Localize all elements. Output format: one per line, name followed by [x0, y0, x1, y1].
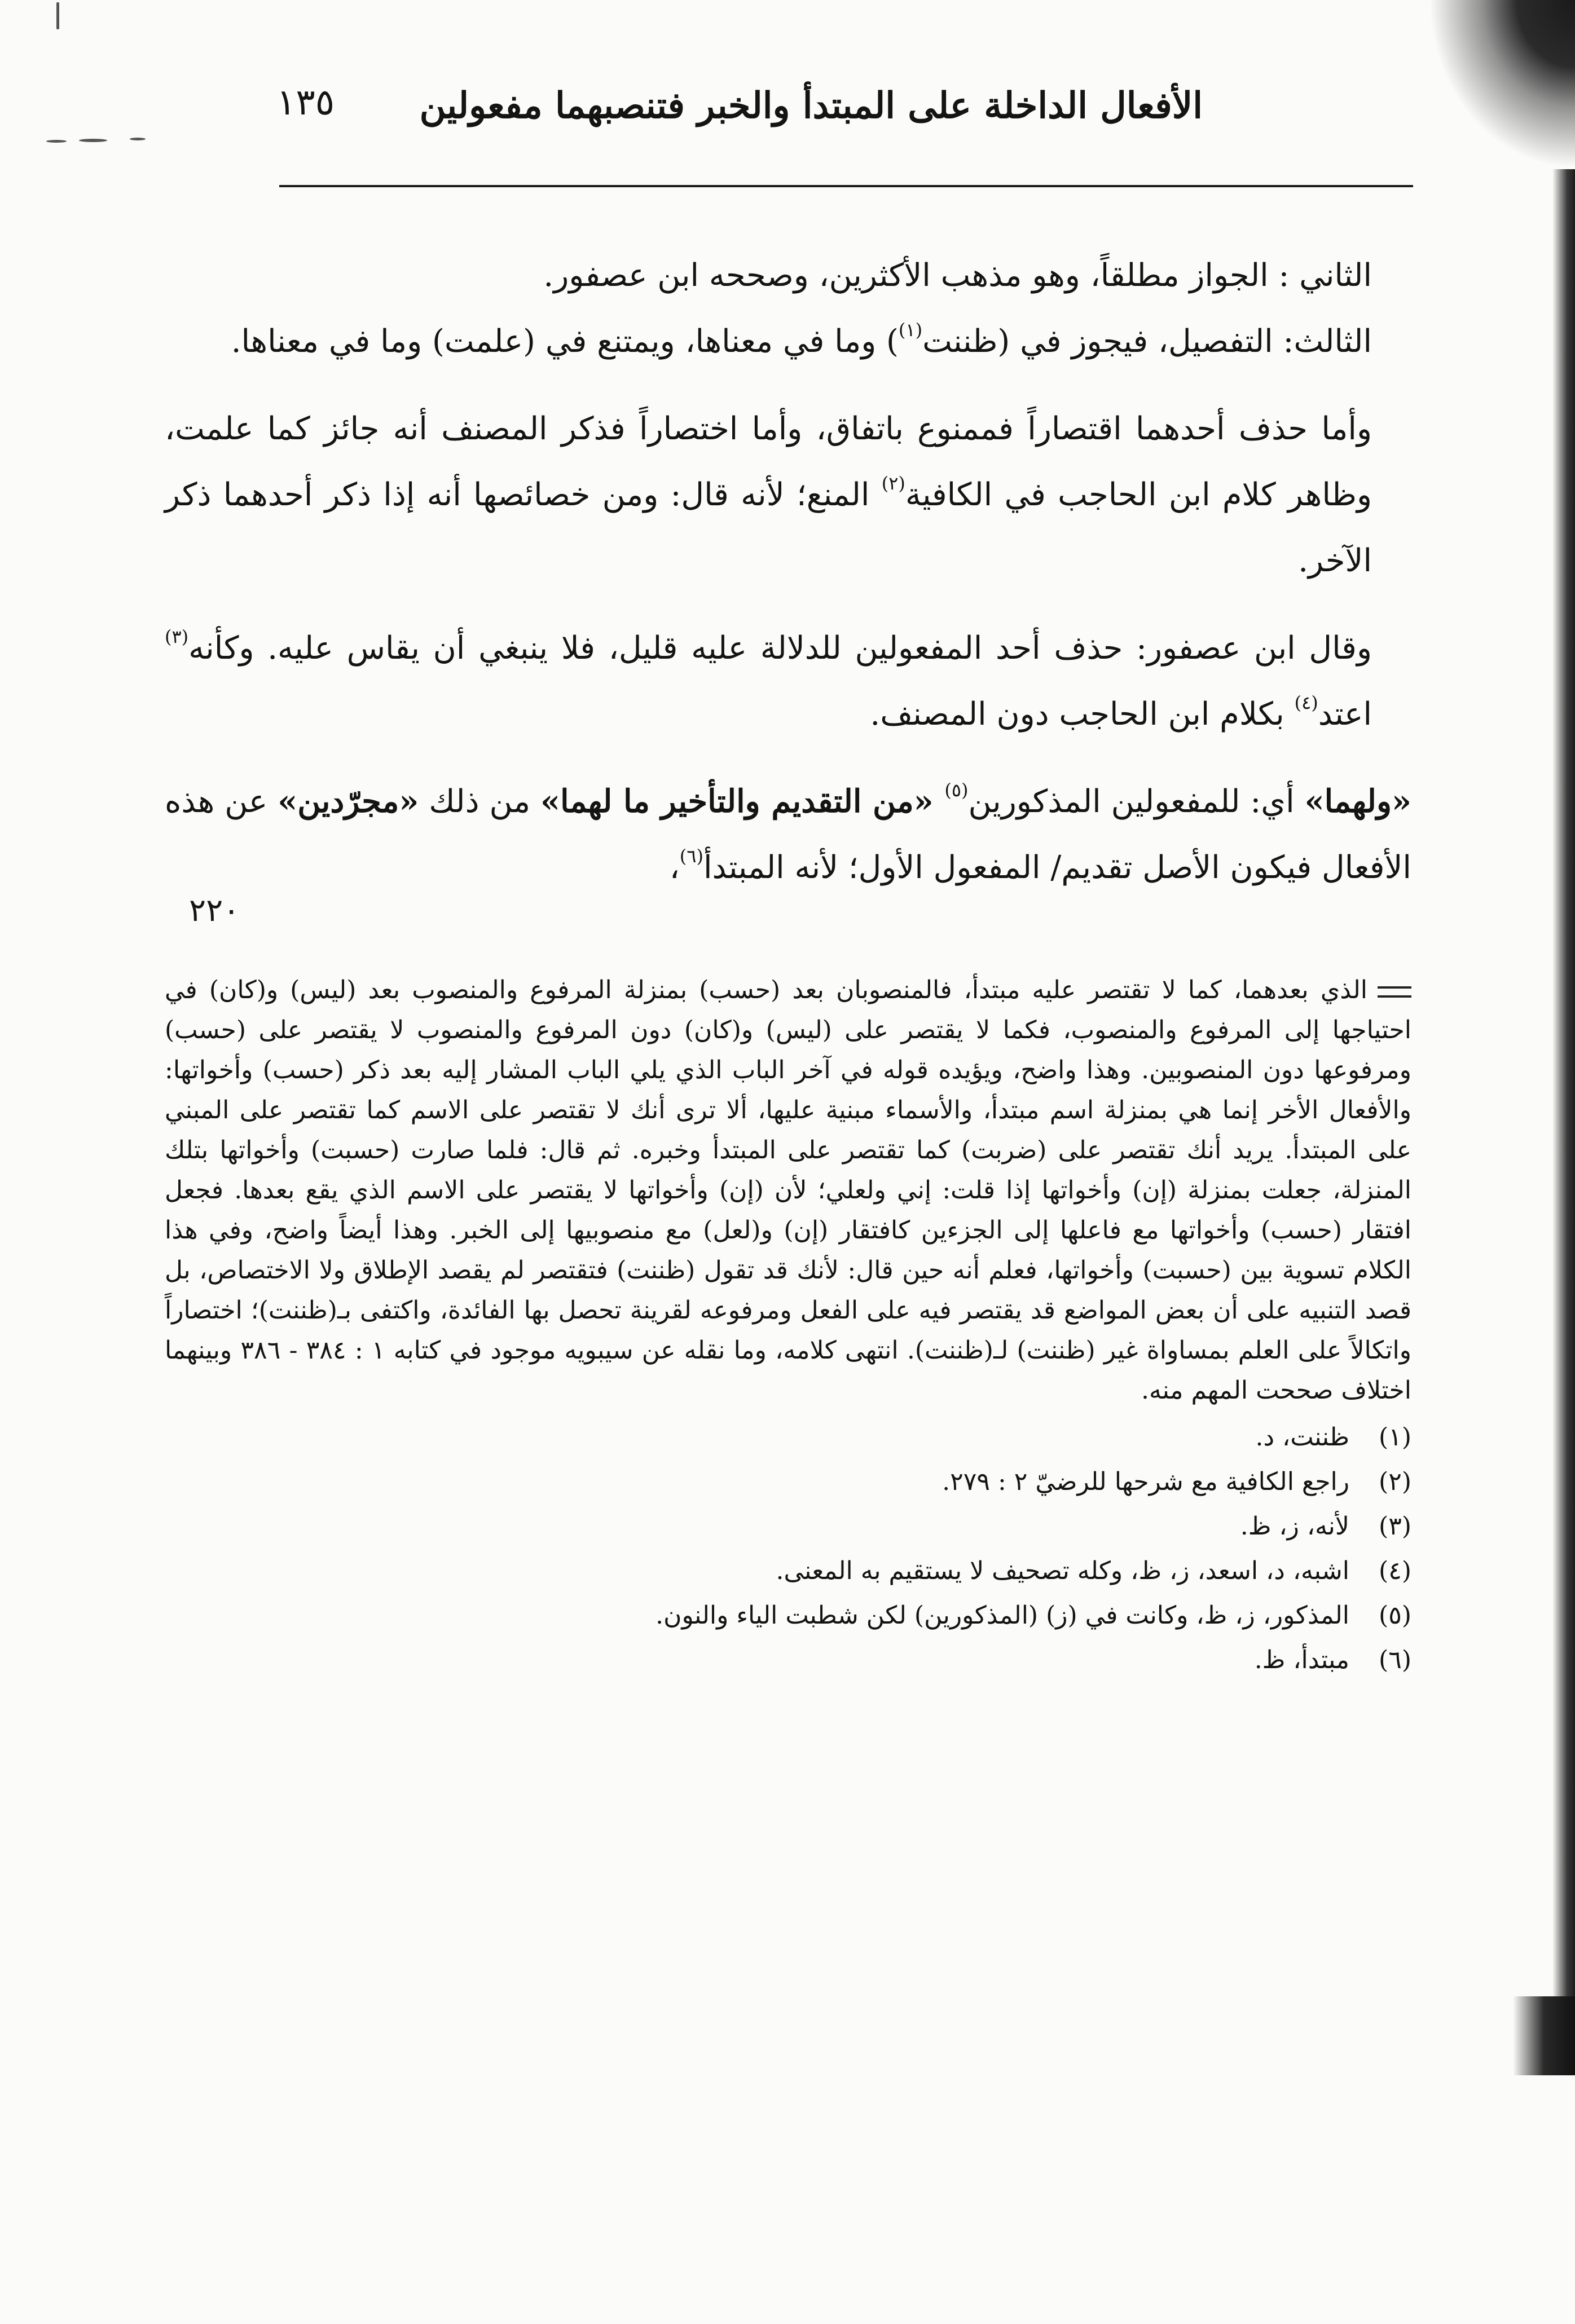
- footnote-continuation-text: الذي بعدهما، كما لا تقتصر عليه مبتدأ، فالمنصوبان بعد (حسب) بمنزلة المرفوع والمنصوب بعد (ليس) و(كان) في احتياجها إلى المرفوع والمنصوب، فكما لا يقتصر على (ليس) و(كان) دون المرفوع والمنصوب لا يقتصر على (حسب) ومرفوعها دون المنصوبين. وهذا واضح، ويؤيده قوله في آخر الباب الذي يلي الباب المشار إليه بعد ذكر (حسب) وأخواتها: والأفعال الأخر إنما هي بمنزلة اسم مبتدأ، والأسماء مبنية عليها، ألا ترى أنك لا تقتصر على الاسم كما تقتصر على المبني على المبتدأ. يريد أنك تقتصر على (ضربت) كما تقتصر على المبتدأ وخبره. ثم قال: فلما صارت (حسبت) وأخواتها بتلك المنزلة، جعلت بمنزلة (إن) وأخواتها إذا قلت: إني ولعلي؛ لأن (إن) وأخواتها لا يقتصر على الاسم الذي يقع بعدها. فجعل افتقار (حسب) وأخواتها مع فاعلها إلى الجزءين كافتقار (إن) و(لعل) مع منصوبيها إلى الخبر. وهذا أيضاً واضح، وفي هذا الكلام تسوية بين (حسبت) وأخواتها، فعلم أنه حين قال: لأنك قد تقول (ظننت) فتقتصر لم يقصد الإطلاق ولا الاختصاص، بل قصد التنبيه على أن بعض المواضع قد يقتصر فيه على الفعل ومرفوعه لقرينة تحصل بها الفائدة، واكتفى بـ(ظننت)؛ اختصاراً واتكالاً على العلم بمساواة غير (ظننت) لـ(ظننت). انتهى كلامه، وما نقله عن سيبويه موجود في كتابه ١ : ٣٨٤ - ٣٨٦ وبينهما اختلاف صححت المهم منه.: [165, 976, 1412, 1405]
- scan-speck: [79, 139, 107, 142]
- scanner-shadow-corner: [1428, 0, 1575, 169]
- footnote-item: [165, 1504, 1411, 1549]
- footnote-item: [165, 1549, 1411, 1593]
- footnote-number: (١): [1379, 1423, 1411, 1452]
- paragraph-text: عن هذه الأفعال فيكون الأصل تقديم/ المفعول الأول؛ لأنه المبتدأ: [165, 783, 1411, 886]
- scanner-shadow-edge: [1552, 169, 1575, 2030]
- paragraph-matn-commentary: [165, 769, 1411, 901]
- footnote-ref[interactable]: (٢): [881, 473, 905, 494]
- matn-quote: «ولهما»: [1304, 783, 1411, 820]
- footnote-number: (٦): [1379, 1646, 1411, 1674]
- paragraph-ibn-usfur: [165, 615, 1411, 747]
- footnote-text: لأنه، ز، ظ.: [1240, 1512, 1349, 1541]
- footnote-number: (٥): [1379, 1601, 1411, 1630]
- footnote-ref[interactable]: (٣): [165, 626, 189, 647]
- matn-quote: «مجرّدين»: [278, 783, 419, 820]
- footnote-list: [165, 1415, 1411, 1682]
- footnote-item: [165, 1459, 1411, 1504]
- paragraph-text: الثاني : الجواز مطلقاً، وهو مذهب الأكثرين، وصححه ابن عصفور.: [543, 257, 1372, 294]
- footnote-text: ظننت، د.: [1255, 1423, 1349, 1452]
- scanner-shadow-edge-bottom: [1513, 1996, 1575, 2075]
- header-rule: [279, 185, 1413, 187]
- paragraph-third-view: [165, 308, 1411, 374]
- footnote-number: (٣): [1379, 1512, 1411, 1541]
- footnote-ref[interactable]: (٦): [679, 845, 703, 867]
- footnote-number: (٤): [1379, 1556, 1411, 1585]
- continuation-mark: [1378, 986, 1411, 998]
- footnote-continuation: [165, 970, 1411, 1410]
- footnote-number: (٢): [1379, 1467, 1411, 1496]
- paragraph-deletion: [165, 396, 1411, 594]
- footnote-text: راجع الكافية مع شرحها للرضيّ ٢ : ٢٧٩.: [942, 1467, 1349, 1496]
- footnote-text: اشبه، د، اسعد، ز، ظ، وكله تصحيف لا يستقيم به المعنى.: [776, 1556, 1349, 1585]
- paragraph-text: من ذلك: [419, 783, 541, 820]
- footnote-ref[interactable]: (٤): [1294, 692, 1318, 713]
- matn-quote: «من التقديم والتأخير ما لهما»: [540, 783, 945, 820]
- footnote-ref[interactable]: (١): [898, 319, 923, 341]
- paragraph-text: الثالث: التفصيل، فيجوز في (ظننت: [922, 323, 1372, 360]
- margin-page-reference: ٢٢٠: [189, 892, 240, 929]
- paragraph-text: ) وما في معناها، ويمتنع في (علمت) وما في معناها.: [231, 323, 899, 360]
- footnotes-section: [165, 970, 1411, 1682]
- paragraph-text: وأما حذف أحدهما اقتصاراً فممنوع باتفاق، وأما اختصاراً فذكر المصنف أنه جائز كما علمت، وظاهر كلام ابن الحاجب في الكافية: [165, 411, 1372, 513]
- footnote-text: مبتدأ، ظ.: [1254, 1646, 1349, 1674]
- paragraph-text: ،: [669, 849, 680, 886]
- footnote-ref[interactable]: (٥): [944, 779, 969, 801]
- paragraph-text: أي: للمفعولين المذكورين: [968, 783, 1305, 820]
- paragraph-text: المنع؛ لأنه قال: ومن خصائصها أنه إذا ذكر أحدهما ذكر الآخر.: [165, 477, 1372, 579]
- scan-speck: [130, 138, 146, 140]
- paragraph-text: اعتد: [1318, 696, 1372, 733]
- footnote-item: [165, 1638, 1411, 1682]
- footnote-text: المذكور، ز، ظ، وكانت في (ز) (المذكورين) لكن شطبت الياء والنون.: [655, 1601, 1349, 1630]
- running-header-title: الأفعال الداخلة على المبتدأ والخبر فتنصبهما مفعولين: [419, 85, 1203, 127]
- footnote-item: [165, 1415, 1411, 1459]
- main-text: [165, 242, 1411, 901]
- paragraph-text: بكلام ابن الحاجب دون المصنف.: [870, 696, 1295, 733]
- page-number: ١٣٥: [276, 82, 335, 124]
- scan-speck: [46, 140, 67, 143]
- footnote-item: [165, 1593, 1411, 1638]
- paragraph-second-view: [165, 242, 1411, 308]
- scan-speck: [56, 2, 59, 29]
- paragraph-text: وقال ابن عصفور: حذف أحد المفعولين للدلالة عليه قليل، فلا ينبغي أن يقاس عليه. وكأنه: [188, 630, 1372, 667]
